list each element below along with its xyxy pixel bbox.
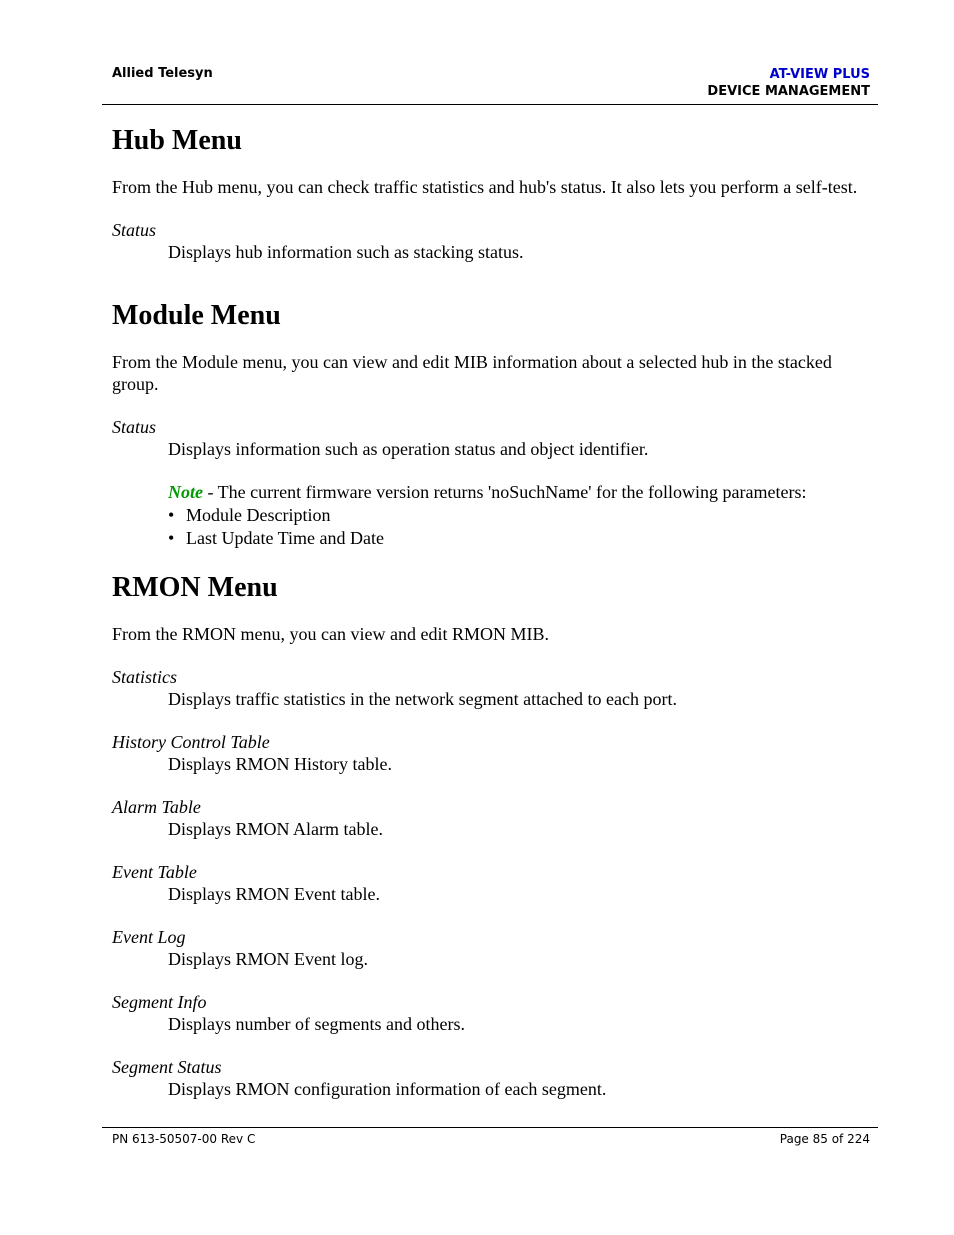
- rmon-event-log-desc: Displays RMON Event log.: [168, 949, 368, 969]
- hub-menu-intro: From the Hub menu, you can check traffic statistics and hub's status. It also lets you perform a self-test.: [112, 177, 858, 197]
- hub-status-desc: Displays hub information such as stacking status.: [168, 242, 524, 262]
- rmon-segment-info-desc: Displays number of segments and others.: [168, 1014, 465, 1034]
- footer-divider: [102, 1127, 878, 1128]
- rmon-statistics-term: Statistics: [112, 667, 178, 687]
- rmon-alarm-desc: Displays RMON Alarm table.: [168, 819, 383, 839]
- note-bullet-list: [168, 504, 872, 550]
- rmon-segment-status-desc: Displays RMON configuration information of each segment.: [168, 1079, 607, 1099]
- header-section: DEVICE MANAGEMENT: [707, 84, 870, 99]
- header-product: AT-VIEW PLUS: [769, 67, 870, 82]
- rmon-segment-status-term: Segment Status: [112, 1057, 222, 1077]
- module-note: [168, 481, 872, 503]
- module-menu-section: [112, 299, 872, 550]
- rmon-event-log-term: Event Log: [112, 927, 186, 947]
- rmon-event-table-desc: Displays RMON Event table.: [168, 884, 380, 904]
- list-item: • Module Description: [168, 504, 872, 527]
- rmon-menu-intro: From the RMON menu, you can view and edit RMON MIB.: [112, 624, 549, 644]
- rmon-history-term: History Control Table: [112, 732, 270, 752]
- page-content: [112, 124, 872, 1100]
- hub-menu-section: [112, 124, 872, 263]
- note-text: - The current firmware version returns 'noSuchName' for the following parameters:: [203, 482, 807, 502]
- header-divider: [102, 104, 878, 105]
- header-company: Allied Telesyn: [112, 66, 213, 81]
- footer-part-number: PN 613-50507-00 Rev C: [112, 1132, 256, 1146]
- module-status-desc: Displays information such as operation status and object identifier.: [168, 439, 649, 459]
- rmon-statistics-desc: Displays traffic statistics in the network segment attached to each port.: [168, 689, 678, 709]
- rmon-event-table-term: Event Table: [112, 862, 197, 882]
- header-title-block: [707, 66, 870, 100]
- hub-menu-heading: Hub Menu: [112, 125, 242, 156]
- rmon-menu-heading: RMON Menu: [112, 572, 278, 603]
- rmon-menu-section: [112, 571, 872, 1100]
- module-menu-heading: Module Menu: [112, 300, 281, 331]
- footer-page-number: Page 85 of 224: [779, 1132, 870, 1146]
- hub-status-term: Status: [112, 220, 157, 240]
- note-label: Note: [168, 482, 203, 502]
- rmon-alarm-term: Alarm Table: [112, 797, 201, 817]
- module-menu-intro: From the Module menu, you can view and edit MIB information about a selected hub in the stacked group.: [112, 352, 832, 394]
- list-item: • Last Update Time and Date: [168, 527, 872, 550]
- rmon-history-desc: Displays RMON History table.: [168, 754, 392, 774]
- module-status-term: Status: [112, 417, 157, 437]
- rmon-segment-info-term: Segment Info: [112, 992, 207, 1012]
